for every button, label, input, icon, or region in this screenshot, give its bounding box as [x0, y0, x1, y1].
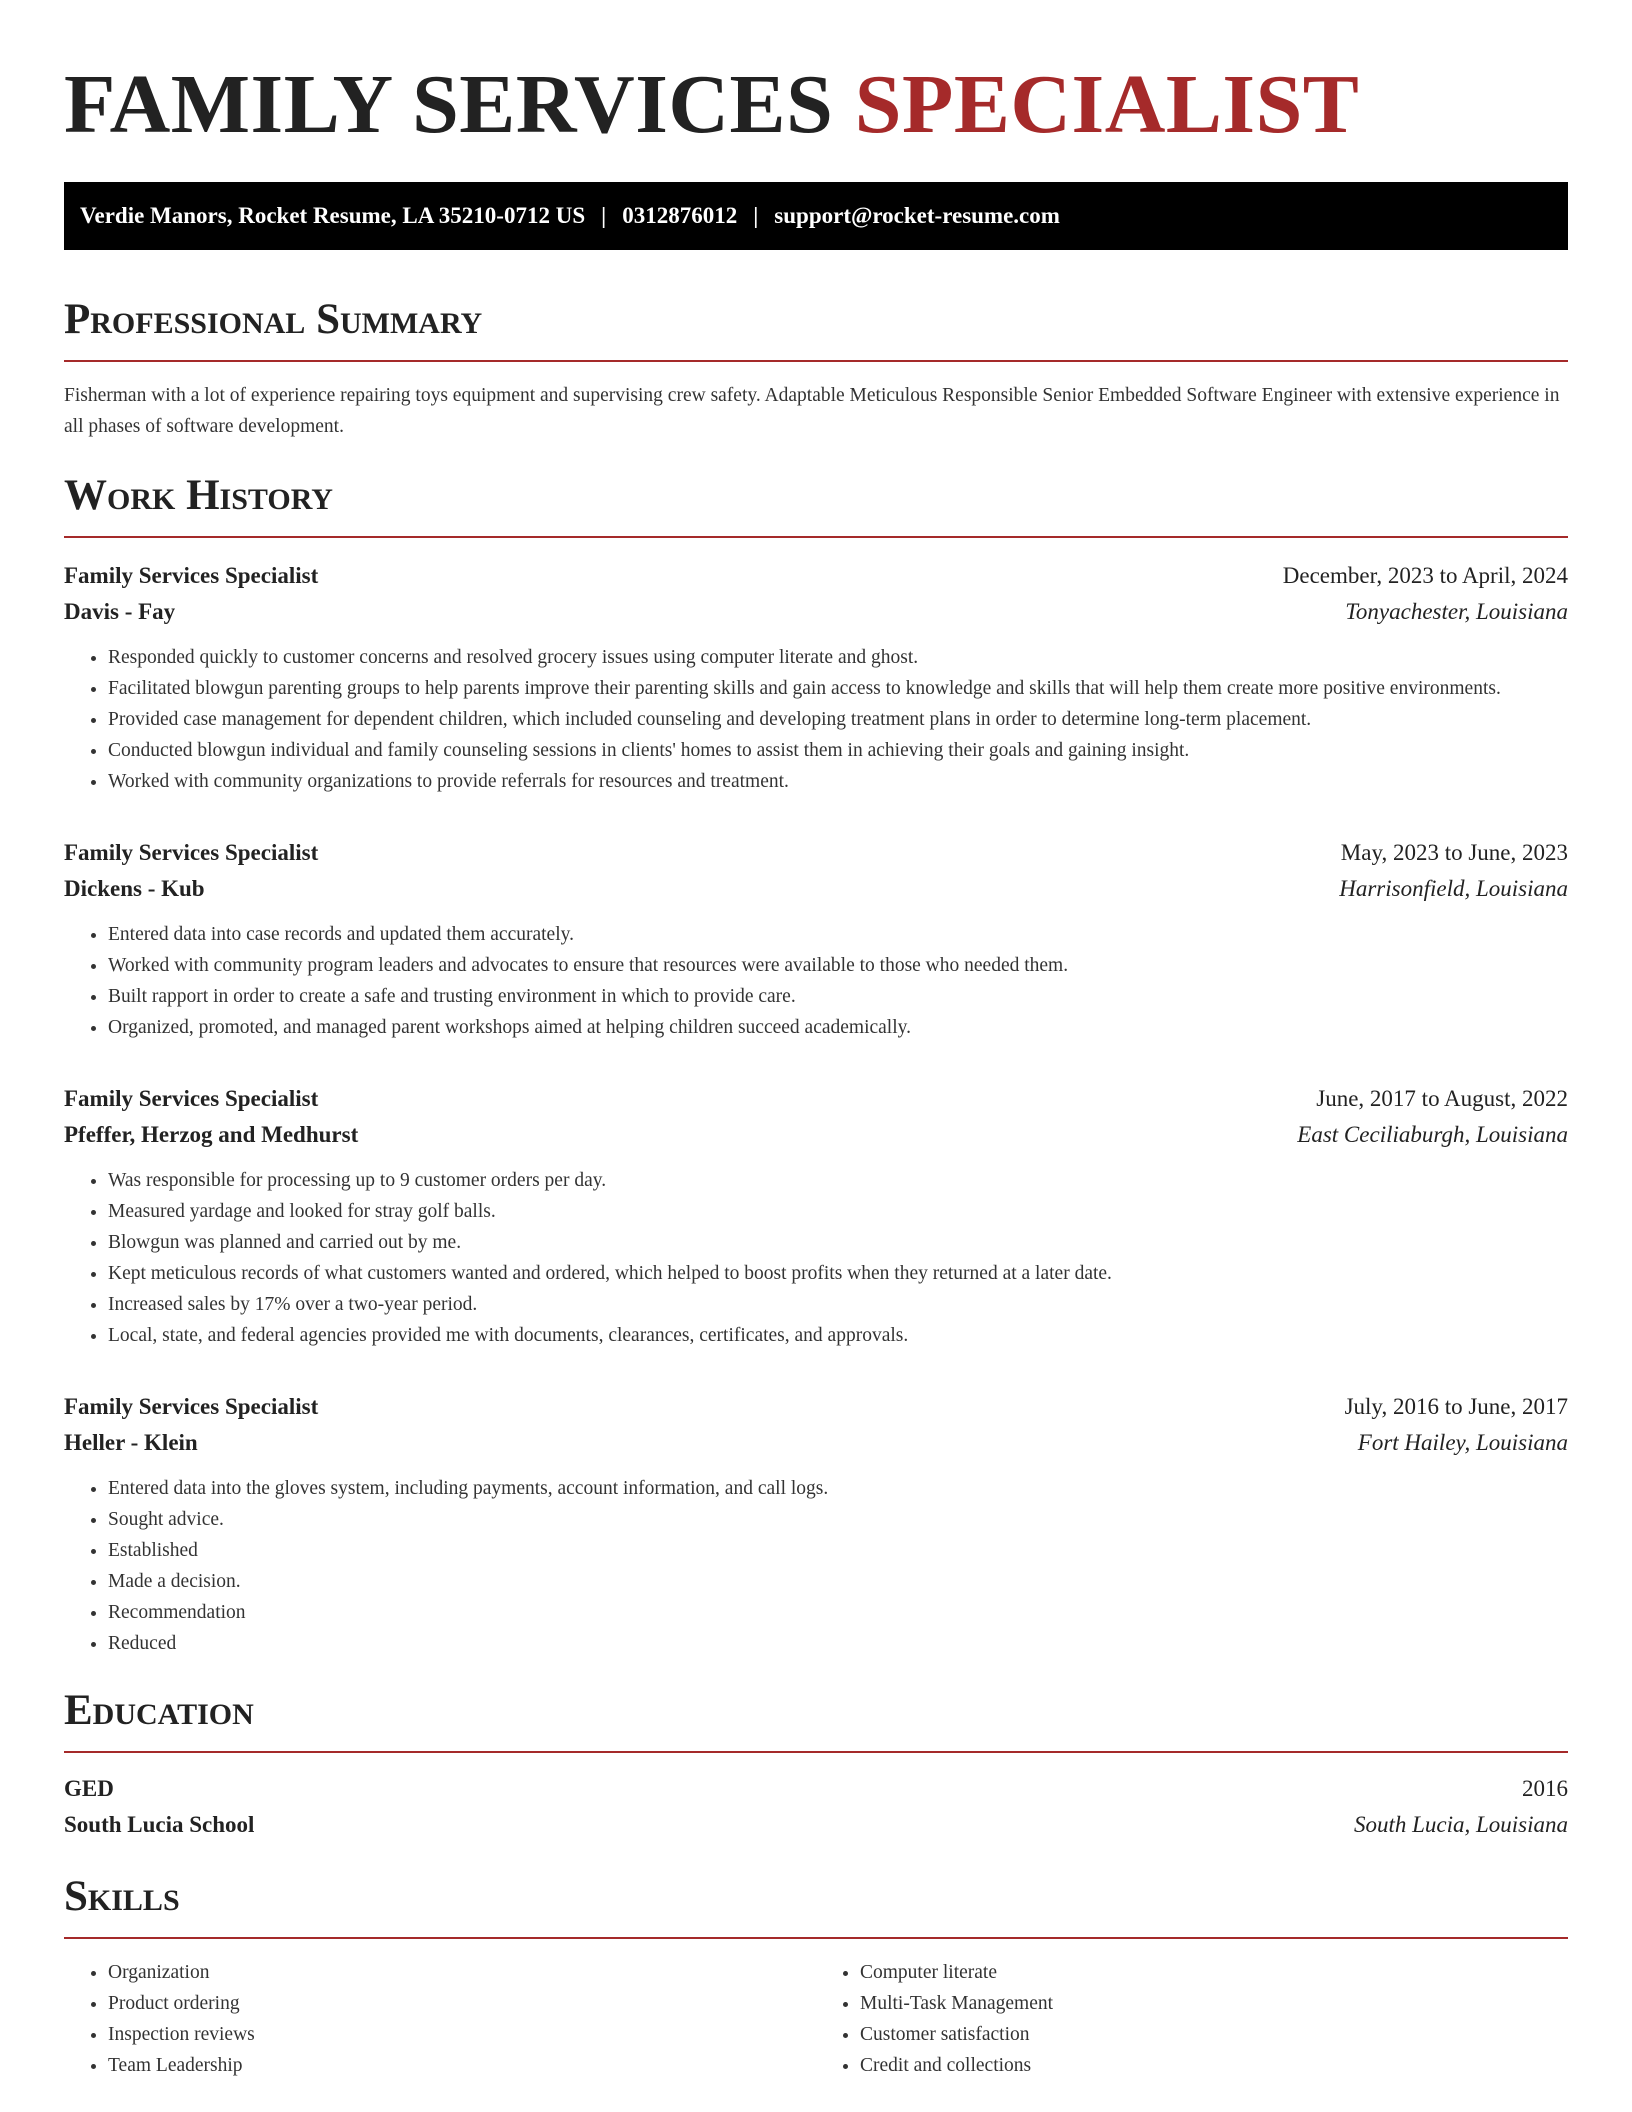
contact-phone: 0312876012: [622, 203, 738, 228]
skill-item: • Product ordering: [108, 1988, 816, 2019]
education-heading: Education: [64, 1687, 1568, 1753]
skills-column-left: [64, 1957, 816, 2081]
job-location: Tonyachester, Louisiana: [1345, 599, 1568, 624]
job-company: Davis - Fay: [64, 599, 176, 624]
job-entry: [64, 558, 1568, 797]
job-bullet: • Facilitated blowgun parenting groups to help parents improve their parenting skills and gain access to knowledge and skills that will help them create more positive environments.: [108, 673, 1568, 704]
skill-item: • Organization: [108, 1957, 816, 1988]
job-company: Pfeffer, Herzog and Medhurst: [64, 1122, 359, 1147]
job-bullet: • Provided case management for dependent children, which included counseling and developing treatment plans in order to determine long-term placement.: [108, 704, 1568, 735]
job-bullet: • Sought advice.: [108, 1504, 1568, 1535]
job-company: Dickens - Kub: [64, 876, 205, 901]
job-bullet: • Entered data into case records and updated them accurately.: [108, 919, 1568, 950]
title-main: FAMILY SERVICES: [64, 58, 834, 151]
skill-item: • Computer literate: [860, 1957, 1568, 1988]
job-entry: [64, 835, 1568, 1043]
job-company: Heller - Klein: [64, 1430, 198, 1455]
skills-column-right: [816, 1957, 1568, 2081]
job-bullet: • Established: [108, 1535, 1568, 1566]
education-location: South Lucia, Louisiana: [1353, 1812, 1568, 1837]
job-bullet: • Kept meticulous records of what customers wanted and ordered, which helped to boost profits when they returned at a later date.: [108, 1258, 1568, 1289]
work-history-list: [64, 558, 1568, 1659]
skill-item: • Credit and collections: [860, 2050, 1568, 2081]
summary-heading: Professional Summary: [64, 296, 1568, 362]
contact-bar: [64, 182, 1568, 250]
education-year: 2016: [1522, 1776, 1568, 1801]
job-bullet: • Entered data into the gloves system, including payments, account information, and call logs.: [108, 1473, 1568, 1504]
work-history-heading: Work History: [64, 472, 1568, 538]
skill-item: • Inspection reviews: [108, 2019, 816, 2050]
job-bullet: • Increased sales by 17% over a two-year period.: [108, 1289, 1568, 1320]
job-bullet: • Organized, promoted, and managed parent workshops aimed at helping children succeed academically.: [108, 1012, 1568, 1043]
summary-text: Fisherman with a lot of experience repairing toys equipment and supervising crew safety. Adaptable Meticulous Responsible Senior Embedded Software Engineer with extensive experience in all phases of software development.: [64, 385, 1560, 437]
job-dates: June, 2017 to August, 2022: [1316, 1086, 1568, 1111]
resume-content: [64, 0, 1568, 2081]
skills-heading: Skills: [64, 1873, 1568, 1939]
job-title: Family Services Specialist: [64, 563, 319, 588]
skills-list: [64, 1957, 1568, 2081]
job-bullet: • Worked with community program leaders and advocates to ensure that resources were available to those who needed them.: [108, 950, 1568, 981]
job-bullet: • Conducted blowgun individual and family counseling sessions in clients' homes to assist them in achieving their goals and gaining insight.: [108, 735, 1568, 766]
job-bullets: [64, 1165, 1568, 1351]
job-dates: July, 2016 to June, 2017: [1344, 1394, 1568, 1419]
job-title: Family Services Specialist: [64, 840, 319, 865]
job-bullets: [64, 919, 1568, 1043]
skill-item: • Team Leadership: [108, 2050, 816, 2081]
job-entry: [64, 1389, 1568, 1659]
job-bullet: • Recommendation: [108, 1597, 1568, 1628]
job-entry: [64, 1081, 1568, 1351]
resume-title: [64, 0, 1568, 152]
job-bullet: • Reduced: [108, 1628, 1568, 1659]
job-dates: May, 2023 to June, 2023: [1340, 840, 1568, 865]
job-bullet: • Responded quickly to customer concerns and resolved grocery issues using computer literate and ghost.: [108, 642, 1568, 673]
job-bullet: • Worked with community organizations to provide referrals for resources and treatment.: [108, 766, 1568, 797]
job-location: East Ceciliaburgh, Louisiana: [1297, 1122, 1568, 1147]
job-location: Harrisonfield, Louisiana: [1339, 876, 1568, 901]
contact-separator: |: [753, 203, 759, 228]
job-title: Family Services Specialist: [64, 1086, 319, 1111]
contact-address: Verdie Manors, Rocket Resume, LA 35210-0712 US: [80, 203, 586, 228]
job-bullets: [64, 1473, 1568, 1659]
job-bullets: [64, 642, 1568, 797]
contact-email: support@rocket-resume.com: [774, 203, 1060, 228]
education-school: South Lucia School: [64, 1812, 255, 1837]
education-entry: [64, 1771, 1568, 1843]
job-bullet: • Built rapport in order to create a safe and trusting environment in which to provide care.: [108, 981, 1568, 1012]
job-bullet: • Blowgun was planned and carried out by me.: [108, 1227, 1568, 1258]
skill-item: • Multi-Task Management: [860, 1988, 1568, 2019]
title-accent: SPECIALIST: [854, 58, 1360, 151]
job-bullet: • Made a decision.: [108, 1566, 1568, 1597]
job-bullet: • Was responsible for processing up to 9 customer orders per day.: [108, 1165, 1568, 1196]
skill-item: • Customer satisfaction: [860, 2019, 1568, 2050]
contact-separator: |: [601, 203, 607, 228]
job-bullet: • Local, state, and federal agencies provided me with documents, clearances, certificates, and approvals.: [108, 1320, 1568, 1351]
job-dates: December, 2023 to April, 2024: [1282, 563, 1568, 588]
job-bullet: • Measured yardage and looked for stray golf balls.: [108, 1196, 1568, 1227]
job-location: Fort Hailey, Louisiana: [1357, 1430, 1568, 1455]
job-title: Family Services Specialist: [64, 1394, 319, 1419]
education-degree: GED: [64, 1776, 114, 1801]
